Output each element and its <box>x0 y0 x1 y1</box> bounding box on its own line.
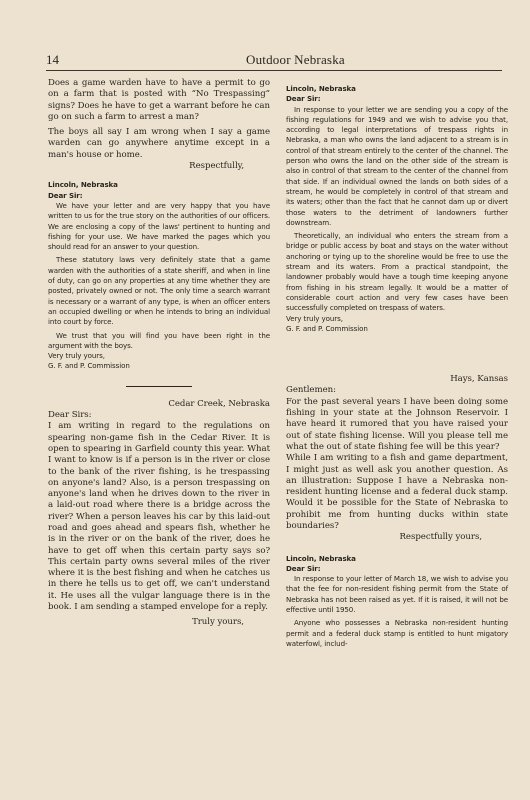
letter-salutation: Dear Sirs: <box>48 410 92 421</box>
column-spacer <box>286 334 508 374</box>
reply-signature: G. F. and P. Commission <box>48 361 130 371</box>
reply-paragraph: We trust that you will find you have been right in the argument with the boys. <box>48 330 270 350</box>
letter-place: Hays, Kansas <box>450 374 508 385</box>
letter-paragraph: For the past several years I have been doing some fishing in your state at the Johnson Reservoir. I have heard it rumored that you have raised your out of state fishing license. Will you please tell me what the out of state fishing fee will be this year? <box>286 396 508 452</box>
reply-salutation: Dear Sir: <box>48 190 83 200</box>
reply-paragraph: We have your letter and are very happy that you have written to us for the true story on the authorities of our officers. We are enclosing a copy of the laws' pertinent to hunting and fishing for your use. We have marked the pages which you should read for an answer to your question. <box>48 200 270 252</box>
reply-signature: G. F. and P. Commission <box>286 323 368 333</box>
reply-place: Lincoln, Nebraska <box>286 553 356 563</box>
letter-closing: Respectfully, <box>189 161 244 172</box>
reply-closing: Very truly yours, <box>286 313 343 323</box>
reply-paragraph: Theoretically, an individual who enters the stream from a bridge or public access by boat and stays on the water without anchoring or tying up to the shoreline would be free to use the stream and its waters. From a practical standpoint, the landowner probably would have a tough time keeping anyone from fishing in his stream legally. It would be a matter of considerable court action and very few cases have been successfully completed on trespass of waters. <box>286 231 508 313</box>
magazine-title: Outdoor Nebraska <box>246 52 345 67</box>
reply-salutation: Dear Sir: <box>286 94 321 104</box>
reply-paragraph: Anyone who possesses a Nebraska non-resident hunting permit and a federal duck stamp is entitled to hunt migatory waterfowl, includ- <box>286 618 508 648</box>
reply-salutation: Dear Sir: <box>286 563 321 573</box>
reply-paragraph: These statutory laws very definitely state that a game warden with the authorities of a state sheriff, and when in line of duty, can go on any properties at any time whether they are posted, privately owned or not. The only time a search warrant is necessary or a warrant of any type, is when an officer enters an occupied dwelling or when he intends to bring an individual into court by force. <box>48 255 270 327</box>
letter-place: Cedar Creek, Nebraska <box>168 398 270 409</box>
letter-closing: Respectfully yours, <box>399 532 482 543</box>
reader-letter-license <box>286 374 508 543</box>
commission-reply-permit <box>48 180 270 371</box>
letter-paragraph: Does a game warden have to have a permit to go on a farm that is posted with “No Trespassing” signs? Does he have to get a warrant before he can go on such a farm to arrest a man? <box>48 78 270 122</box>
reply-place: Lincoln, Nebraska <box>48 180 118 190</box>
section-divider <box>126 386 192 387</box>
letter-paragraph: The boys all say I am wrong when I say a game warden can go anywhere anytime except in a man's house or home. <box>48 127 270 160</box>
left-column <box>48 78 270 629</box>
letter-salutation: Gentlemen: <box>286 385 336 396</box>
page-number: 14 <box>46 52 59 67</box>
right-column <box>286 84 508 649</box>
commission-reply-fee <box>286 554 508 650</box>
reply-closing: Very truly yours, <box>48 351 105 361</box>
header-rule <box>46 70 502 71</box>
reply-paragraph: In response to your letter we are sending you a copy of the fishing regulations for 1949 and we wish to advise you that, according to legal interpretations of trespass rights in Nebraska, a man who owns the land adjacent to a stream is in control of that stream entirely to the center of the channel. The person who owns the land on the other side of the stream is also in control of that stream to the center of the channel from that side. If an individual owned the lands on both sides of a stream, he would be completely in control of that stream and its waters; other than the fact that he cannot dam up or divert those waters to the detriment of landowners further downstream. <box>286 104 508 227</box>
reply-place: Lincoln, Nebraska <box>286 84 356 93</box>
page-header <box>46 52 502 68</box>
letter-paragraph: I am writing in regard to the regulations on spearing non-game fish in the Cedar River. It is open to spearing in Garfield county this year. What I want to know is if a person is in the river or close to the bank of the river fishing, is he trespassing on anyone's land? Also, is a person trespassing on anyone's land when he drives down to the river in a laid-out road where there is a bridge across the river? When a person leaves his car by this laid-out road and goes ahead and spears fish, whether he is in the river or on the bank of the river, does he have to get off when this certain party says so? This certain party owns several miles of the river where it is the best fishing and when he catches us in there he tells us to get off, we can't understand it. He uses all the vulgar language there is in the book. I am sending a stamped envelope for a reply. <box>48 421 270 613</box>
letter-closing: Truly yours, <box>192 617 244 628</box>
reader-letter-permit <box>48 78 270 172</box>
commission-reply-trespass <box>286 84 508 334</box>
letter-paragraph: While I am writing to a fish and game department, I might just as well ask you another question. As an illustration: Suppose I have a Nebraska non-resident hunting license and a federal duck stamp. Would it be possible for the State of Nebraska to prohibit me from hunting ducks within state boundaries? <box>286 453 508 531</box>
reply-paragraph: In response to your letter of March 18, we wish to advise you that the fee for non-resident fishing permit from the State of Nebraska has not been raised as yet. If it is raised, it will not be effective until 1950. <box>286 574 508 615</box>
reader-letter-spearing <box>48 399 270 629</box>
